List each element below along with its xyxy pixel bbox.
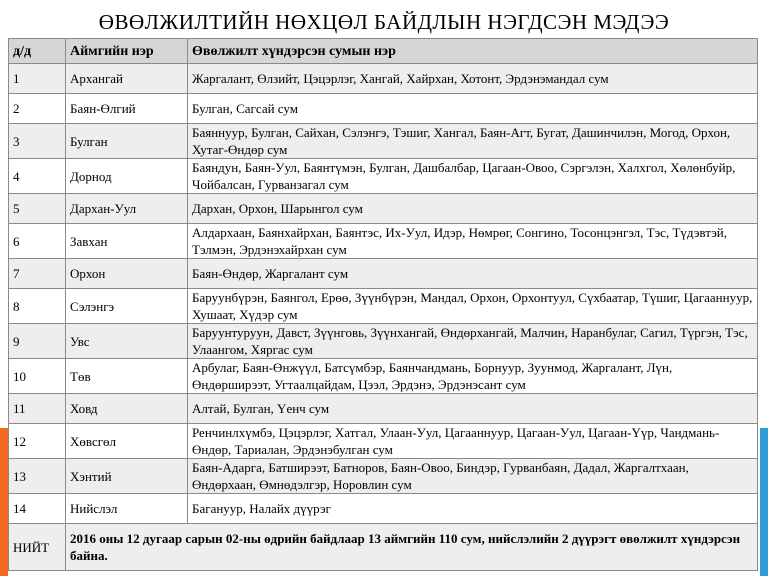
row-num: 14 [9,494,66,524]
table-header-row [9,39,758,64]
row-num: 12 [9,424,66,459]
row-num: 9 [9,324,66,359]
row-soums: Багануур, Налайх дүүрэг [188,494,758,524]
row-num: 7 [9,259,66,289]
table-row [9,194,758,224]
header-aimag: Аймгийн нэр [66,39,188,64]
table-row [9,124,758,159]
row-soums: Алдархаан, Баянхайрхан, Баянтэс, Их-Уул, Идэр, Нөмрөг, Сонгино, Тосонцэнгэл, Тэс, Түдэвтэй, Тэлмэн, Эрдэнэхайрхан сум [188,224,758,259]
table-row [9,459,758,494]
row-num: 4 [9,159,66,194]
table-row [9,94,758,124]
row-num: 11 [9,394,66,424]
row-soums: Жаргалант, Өлзийт, Цэцэрлэг, Хангай, Хайрхан, Хотонт, Эрдэнэмандал сум [188,64,758,94]
row-aimag: Орхон [66,259,188,289]
left-accent-bar [0,428,8,576]
row-soums: Булган, Сагсай сум [188,94,758,124]
table-row [9,224,758,259]
row-num: 8 [9,289,66,324]
table-row [9,159,758,194]
table-row [9,324,758,359]
row-num: 3 [9,124,66,159]
row-aimag: Нийслэл [66,494,188,524]
table-row [9,64,758,94]
row-num: 6 [9,224,66,259]
row-soums: Баяннуур, Булган, Сайхан, Сэлэнгэ, Тэшиг, Хангал, Баян-Агт, Бугат, Дашинчилэн, Могод, Орхон, Хутаг-Өндөр сум [188,124,758,159]
row-aimag: Баян-Өлгий [66,94,188,124]
row-soums: Ренчинлхүмбэ, Цэцэрлэг, Хатгал, Улаан-Уул, Цагааннуур, Цагаан-Уул, Цагаан-Үүр, Чандмань-Өндөр, Тариалан, Эрдэнэбулган сум [188,424,758,459]
table-row [9,424,758,459]
row-soums: Баяндун, Баян-Уул, Баянтүмэн, Булган, Дашбалбар, Цагаан-Овоо, Сэргэлэн, Халхгол, Хөлөнбуйр, Чойбалсан, Гурванзагал сум [188,159,758,194]
row-aimag: Булган [66,124,188,159]
row-aimag: Хэнтий [66,459,188,494]
row-soums: Баян-Өндөр, Жаргалант сум [188,259,758,289]
row-aimag: Хөвсгөл [66,424,188,459]
total-label: НИЙТ [9,524,66,571]
row-num: 10 [9,359,66,394]
row-num: 2 [9,94,66,124]
row-soums: Дархан, Орхон, Шарынгол сум [188,194,758,224]
table-row [9,289,758,324]
row-aimag: Дархан-Уул [66,194,188,224]
row-soums: Баян-Адарга, Батширээт, Батноров, Баян-Овоо, Биндэр, Гурванбаян, Дадал, Жаргалтхаан, Өндөрхаан, Өмнөдэлгэр, Норовлин сум [188,459,758,494]
row-aimag: Завхан [66,224,188,259]
row-aimag: Төв [66,359,188,394]
row-aimag: Увс [66,324,188,359]
table-row [9,494,758,524]
header-soums: Өвөлжилт хүндэрсэн сумын нэр [188,39,758,64]
header-num: д/д [9,39,66,64]
row-soums: Баруунбүрэн, Баянгол, Ерөө, Зүүнбүрэн, Мандал, Орхон, Орхонтуул, Сүхбаатар, Түшиг, Цагааннуур, Хушаат, Хүдэр сум [188,289,758,324]
row-aimag: Ховд [66,394,188,424]
total-row [9,524,758,571]
total-summary-text: 2016 оны 12 дугаар сарын 02-ны өдрийн байдлаар 13 аймгийн 110 сум, нийслэлийн 2 дүүрэгт өвөлжилт хүндэрсэн байна. [66,524,758,571]
table-row [9,359,758,394]
page-title: ӨВӨЛЖИЛТИЙН НӨХЦӨЛ БАЙДЛЫН НЭГДСЭН МЭДЭЭ [98,10,670,34]
row-num: 5 [9,194,66,224]
wintering-summary-table [8,38,758,571]
row-aimag: Дорнод [66,159,188,194]
row-aimag: Архангай [66,64,188,94]
row-num: 1 [9,64,66,94]
table-row [9,394,758,424]
row-soums: Алтай, Булган, Үенч сум [188,394,758,424]
row-num: 13 [9,459,66,494]
right-accent-bar [760,428,768,576]
row-aimag: Сэлэнгэ [66,289,188,324]
table-row [9,259,758,289]
row-soums: Арбулаг, Баян-Өнжүүл, Батсүмбэр, Баянчандмань, Борнуур, Зуунмод, Жаргалант, Лүн, Өндөрширээт, Угтаалцайдам, Цээл, Эрдэнэ, Эрдэнэсант сум [188,359,758,394]
row-soums: Баруунтуруун, Давст, Зүүнговь, Зүүнхангай, Өндөрхангай, Малчин, Наранбулаг, Сагил, Түргэн, Тэс, Улаангом, Хяргас сум [188,324,758,359]
